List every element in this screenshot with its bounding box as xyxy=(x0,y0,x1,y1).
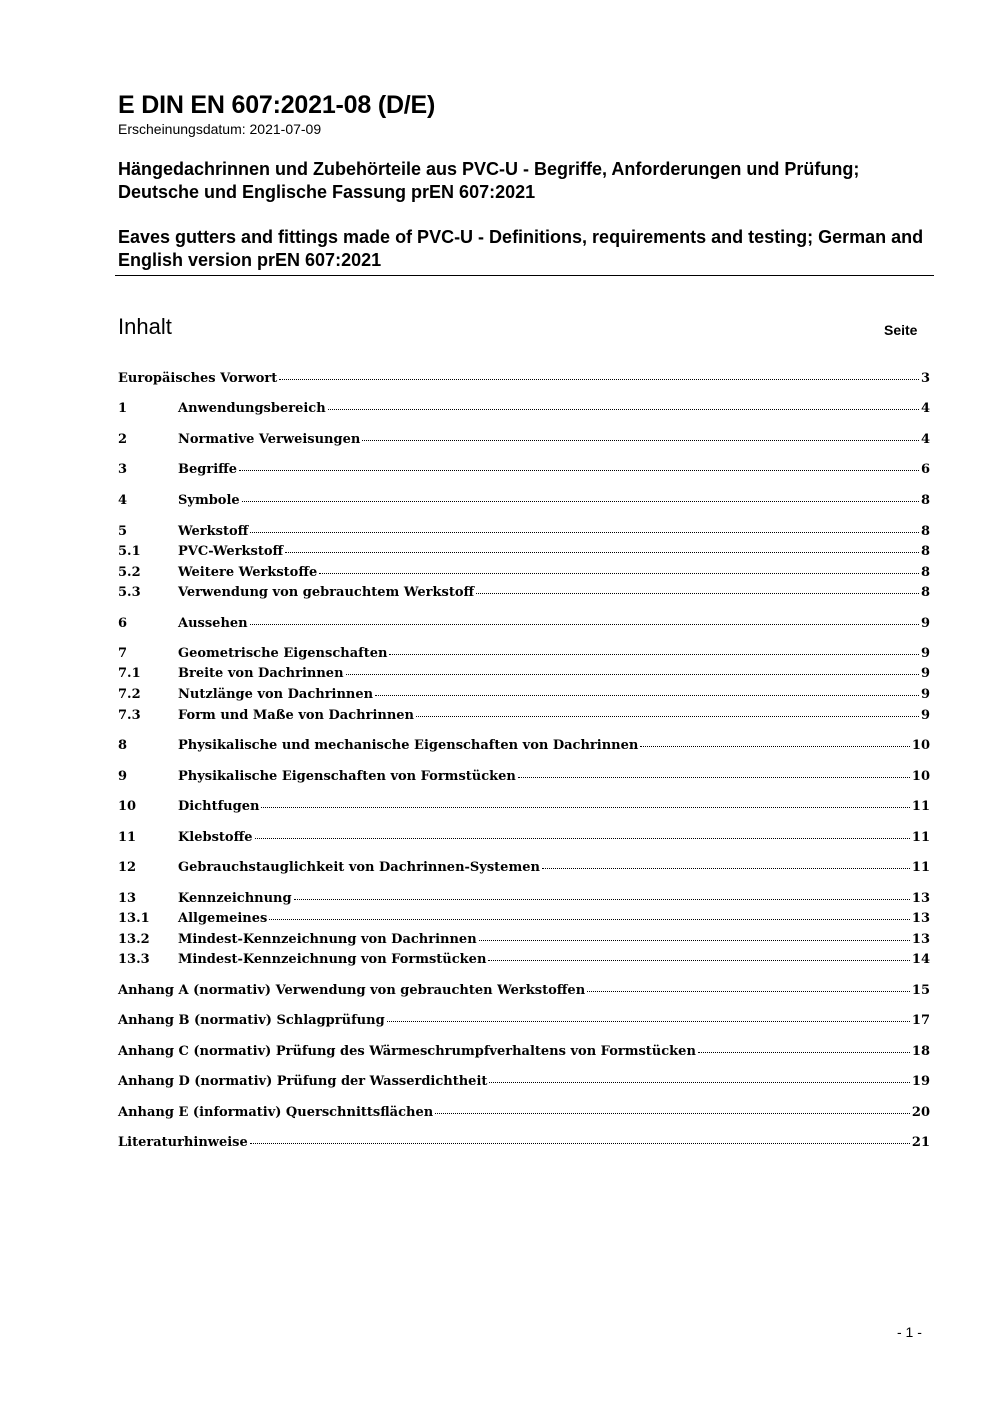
toc-entry[interactable] xyxy=(118,687,930,707)
toc-entry[interactable] xyxy=(118,738,930,758)
toc-dot-leader xyxy=(542,867,910,869)
toc-entry-page: 8 xyxy=(920,524,930,539)
toc-entry-page: 9 xyxy=(920,708,930,723)
toc-entry-page: 11 xyxy=(911,860,930,875)
toc-entry-page: 14 xyxy=(911,952,930,967)
toc-entry-number: 1 xyxy=(118,401,128,416)
toc-entry-title: Geometrische Eigenschaften xyxy=(178,646,388,661)
toc-entry-title: Werkstoff xyxy=(178,524,249,539)
toc-entry-number: 7.1 xyxy=(118,666,141,681)
toc-entry-title: Europäisches Vorwort xyxy=(118,371,278,386)
toc-entry[interactable] xyxy=(118,1044,930,1064)
toc-dot-leader xyxy=(479,939,910,941)
toc-entry[interactable] xyxy=(118,493,930,513)
toc-entry-number: 5 xyxy=(118,524,128,539)
toc-dot-leader xyxy=(518,776,910,778)
toc-entry-number: 7.3 xyxy=(118,708,141,723)
toc-entry[interactable] xyxy=(118,708,930,728)
page-number: - 1 - xyxy=(897,1324,922,1340)
publication-date: Erscheinungsdatum: 2021-07-09 xyxy=(118,121,322,137)
toc-dot-leader xyxy=(389,653,919,655)
toc-entry-page: 17 xyxy=(911,1013,930,1028)
toc-entry-title: Symbole xyxy=(178,493,240,508)
toc-entry[interactable] xyxy=(118,769,930,789)
toc-entry-title: Klebstoffe xyxy=(178,830,253,845)
toc-entry-page: 13 xyxy=(911,911,930,926)
toc-entry[interactable] xyxy=(118,799,930,819)
toc-entry[interactable] xyxy=(118,646,930,666)
toc-entry-title: Gebrauchstauglichkeit von Dachrinnen-Systemen xyxy=(178,860,540,875)
toc-dot-leader xyxy=(239,469,919,471)
toc-entry-page: 6 xyxy=(920,462,930,477)
contents-heading: Inhalt xyxy=(118,314,172,339)
toc-entry-number: 2 xyxy=(118,432,128,447)
toc-entry[interactable] xyxy=(118,1013,930,1033)
toc-entry[interactable] xyxy=(118,830,930,850)
toc-entry[interactable] xyxy=(118,1135,930,1155)
toc-entry-title: Anhang E (informativ) Querschnittsflächen xyxy=(118,1105,434,1120)
toc-entry-title: Anhang C (normativ) Prüfung des Wärmeschrumpfverhaltens von Formstücken xyxy=(118,1044,696,1059)
toc-entry[interactable] xyxy=(118,524,930,544)
toc-entry[interactable] xyxy=(118,983,930,1003)
toc-entry-page: 13 xyxy=(911,932,930,947)
toc-dot-leader xyxy=(250,1142,910,1144)
toc-entry-number: 5.1 xyxy=(118,544,141,559)
toc-entry-number: 13.2 xyxy=(118,932,150,947)
toc-entry-page: 15 xyxy=(911,983,930,998)
toc-entry-page: 4 xyxy=(920,401,930,416)
toc-dot-leader xyxy=(387,1020,910,1022)
toc-entry-number: 7 xyxy=(118,646,128,661)
toc-entry[interactable] xyxy=(118,371,930,391)
toc-entry-number: 13.3 xyxy=(118,952,150,967)
toc-entry-number: 4 xyxy=(118,493,128,508)
toc-entry-title: Verwendung von gebrauchtem Werkstoff xyxy=(178,585,475,600)
toc-dot-leader xyxy=(640,745,910,747)
toc-dot-leader xyxy=(269,918,910,920)
toc-entry[interactable] xyxy=(118,401,930,421)
toc-dot-leader xyxy=(416,715,919,717)
toc-dot-leader xyxy=(698,1051,910,1053)
toc-dot-leader xyxy=(255,837,910,839)
toc-entry[interactable] xyxy=(118,666,930,686)
toc-entry-title: Weitere Werkstoffe xyxy=(178,565,318,580)
toc-entry-page: 11 xyxy=(911,830,930,845)
toc-entry-page: 8 xyxy=(920,565,930,580)
toc-entry-number: 13 xyxy=(118,891,137,906)
toc-entry-page: 10 xyxy=(911,769,930,784)
toc-dot-leader xyxy=(375,694,919,696)
toc-entry-page: 13 xyxy=(911,891,930,906)
document-header xyxy=(118,90,934,272)
toc-entry-title: Mindest-Kennzeichnung von Dachrinnen xyxy=(178,932,477,947)
toc-entry[interactable] xyxy=(118,911,930,931)
toc-entry-page: 8 xyxy=(920,544,930,559)
toc-entry-title: PVC-Werkstoff xyxy=(178,544,284,559)
toc-dot-leader xyxy=(250,531,919,533)
toc-entry-page: 21 xyxy=(911,1135,930,1150)
toc-dot-leader xyxy=(489,1081,910,1083)
toc-entry[interactable] xyxy=(118,432,930,452)
toc-dot-leader xyxy=(476,592,919,594)
toc-dot-leader xyxy=(294,898,910,900)
toc-entry-page: 20 xyxy=(911,1105,930,1120)
toc-entry-title: Breite von Dachrinnen xyxy=(178,666,344,681)
toc-entry-number: 5.2 xyxy=(118,565,141,580)
toc-entry[interactable] xyxy=(118,585,930,605)
toc-entry-number: 13.1 xyxy=(118,911,150,926)
toc-entry-number: 11 xyxy=(118,830,137,845)
toc-dot-leader xyxy=(279,378,919,380)
toc-entry-title: Anhang B (normativ) Schlagprüfung xyxy=(118,1013,385,1028)
toc-entry-page: 8 xyxy=(920,585,930,600)
toc-entry[interactable] xyxy=(118,891,930,911)
toc-entry-title: Form und Maße von Dachrinnen xyxy=(178,708,415,723)
toc-entry-page: 4 xyxy=(920,432,930,447)
toc-entry-number: 10 xyxy=(118,799,137,814)
toc-entry[interactable] xyxy=(118,616,930,636)
toc-entry-page: 9 xyxy=(920,616,930,631)
toc-entry-page: 11 xyxy=(911,799,930,814)
toc-entry-title: Anhang A (normativ) Verwendung von gebrauchten Werkstoffen xyxy=(118,983,586,998)
toc-entry[interactable] xyxy=(118,952,930,972)
toc-dot-leader xyxy=(587,990,910,992)
toc-entry-title: Allgemeines xyxy=(178,911,268,926)
toc-entry-number: 8 xyxy=(118,738,128,753)
toc-entry-number: 7.2 xyxy=(118,687,141,702)
page-column-label: Seite xyxy=(884,322,918,338)
toc-entry-page: 8 xyxy=(920,493,930,508)
toc-entry-title: Normative Verweisungen xyxy=(178,432,361,447)
toc-entry-title: Kennzeichnung xyxy=(178,891,292,906)
toc-dot-leader xyxy=(435,1112,910,1114)
toc-entry-title: Anwendungsbereich xyxy=(178,401,326,416)
toc-entry[interactable] xyxy=(118,544,930,564)
toc-entry-page: 9 xyxy=(920,687,930,702)
toc-entry-title: Aussehen xyxy=(178,616,248,631)
toc-entry[interactable] xyxy=(118,565,930,585)
toc-entry[interactable] xyxy=(118,1105,930,1125)
toc-entry[interactable] xyxy=(118,932,930,952)
toc-entry-title: Dichtfugen xyxy=(178,799,260,814)
toc-entry-title: Nutzlänge von Dachrinnen xyxy=(178,687,374,702)
toc-entry[interactable] xyxy=(118,860,930,880)
toc-dot-leader xyxy=(261,806,909,808)
toc-dot-leader xyxy=(285,551,919,553)
toc-entry-title: Physikalische Eigenschaften von Formstücken xyxy=(178,769,516,784)
toc-entry-title: Literaturhinweise xyxy=(118,1135,248,1150)
toc-entry-title: Begriffe xyxy=(178,462,238,477)
toc-entry-number: 6 xyxy=(118,616,128,631)
toc-entry-page: 18 xyxy=(911,1044,930,1059)
toc-dot-leader xyxy=(346,673,919,675)
toc-entry-number: 12 xyxy=(118,860,137,875)
toc-entry-page: 9 xyxy=(920,646,930,661)
toc-dot-leader xyxy=(362,439,919,441)
title-english: Eaves gutters and fittings made of PVC-U - Definitions, requirements and testing; German and English version prEN 607:2021 xyxy=(118,227,924,270)
toc-entry-title: Physikalische und mechanische Eigenschaften von Dachrinnen xyxy=(178,738,639,753)
toc-entry-page: 9 xyxy=(920,666,930,681)
toc-dot-leader xyxy=(250,623,919,625)
toc-dot-leader xyxy=(488,959,910,961)
toc-dot-leader xyxy=(319,572,919,574)
title-german: Hängedachrinnen und Zubehörteile aus PVC-U - Begriffe, Anforderungen und Prüfung; Deutsche und Englische Fassung prEN 607:2021 xyxy=(118,159,860,202)
toc-entry-page: 3 xyxy=(920,371,930,386)
header-divider xyxy=(115,275,934,276)
toc-entry-title: Mindest-Kennzeichnung von Formstücken xyxy=(178,952,487,967)
toc-entry-number: 9 xyxy=(118,769,128,784)
toc-dot-leader xyxy=(242,500,919,502)
toc-entry-page: 19 xyxy=(911,1074,930,1089)
toc-dot-leader xyxy=(328,408,919,410)
toc-entry-number: 3 xyxy=(118,462,128,477)
toc-entry[interactable] xyxy=(118,462,930,482)
toc-entry-number: 5.3 xyxy=(118,585,141,600)
toc-entry-page: 10 xyxy=(911,738,930,753)
toc-entry[interactable] xyxy=(118,1074,930,1094)
document-id: E DIN EN 607:2021-08 (D/E) xyxy=(118,91,436,119)
toc-entry-title: Anhang D (normativ) Prüfung der Wasserdichtheit xyxy=(118,1074,488,1089)
